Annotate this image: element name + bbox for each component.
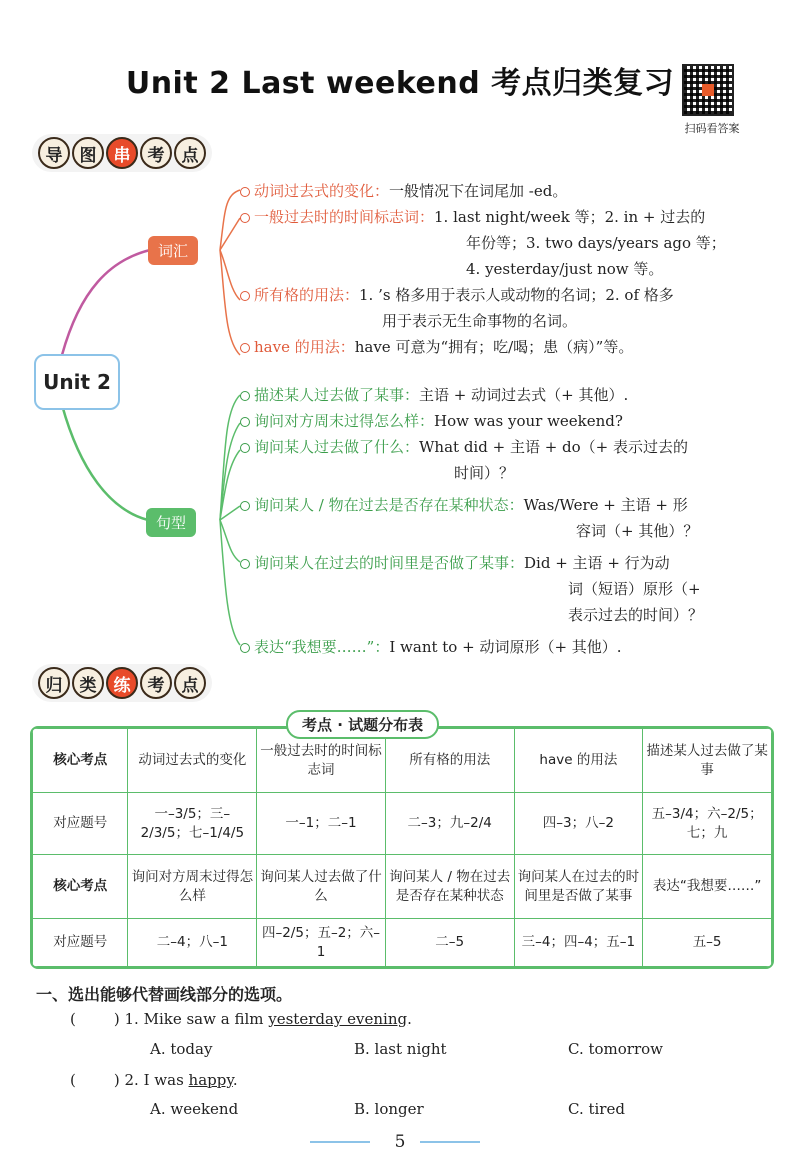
answer-blank-close: )	[113, 1010, 120, 1028]
table-title: 考点 · 试题分布表	[286, 710, 439, 739]
sentence-item: 询问某人过去做了什么：What did + 主语 + do（+ 表示过去的	[240, 434, 703, 460]
option-c[interactable]: C. tired	[568, 1100, 625, 1118]
section-header-mindmap	[32, 134, 212, 172]
sentence-item-cont: 容词（+ 其他）？	[576, 522, 699, 540]
question-number: 1.	[124, 1010, 139, 1028]
option-b[interactable]: B. last night	[354, 1040, 447, 1058]
answer-blank-open[interactable]: (	[70, 1071, 76, 1089]
table-cell: 一–1；二–1	[257, 793, 386, 855]
section1-char: 考	[140, 137, 172, 169]
table-cell: 对应题号	[33, 919, 128, 967]
answer-blank-close: )	[113, 1071, 120, 1089]
table-cell: 三–4；四–4；五–1	[514, 919, 643, 967]
table-cell: 询问某人 / 物在过去是否存在某种状态	[385, 855, 514, 919]
option-a[interactable]: A. today	[150, 1040, 213, 1058]
question-2	[70, 1071, 238, 1089]
section1-char: 图	[72, 137, 104, 169]
question-1	[70, 1010, 412, 1028]
table-cell: 描述某人过去做了某事	[643, 729, 772, 793]
table-cell: 核心考点	[33, 729, 128, 793]
question-number: 2.	[124, 1071, 139, 1089]
sentence-item: 询问某人 / 物在过去是否存在某种状态：Was/Were + 主语 + 形	[240, 492, 703, 518]
sentence-item-cont: 表示过去的时间）？	[568, 606, 704, 624]
qr-caption: 扫码看答案	[684, 122, 740, 135]
table-cell: 询问某人在过去的时间里是否做了某事	[514, 855, 643, 919]
table-cell: 动词过去式的变化	[128, 729, 257, 793]
table-cell: 核心考点	[33, 855, 128, 919]
table-cell: 二–5	[385, 919, 514, 967]
answer-blank-open[interactable]: (	[70, 1010, 76, 1028]
table-cell: 表达“我想要……”	[643, 855, 772, 919]
table-cell: 询问某人过去做了什么	[257, 855, 386, 919]
table-row	[33, 793, 772, 855]
underlined-phrase: yesterday evening	[268, 1010, 408, 1028]
question-punct: .	[232, 1071, 238, 1089]
vocab-item-cont: 用于表示无生命事物的名词。	[382, 312, 578, 330]
vocab-tag: 词汇	[148, 236, 198, 265]
vocab-item-cont: 4. yesterday/just now 等。	[466, 260, 664, 278]
sentence-item-cont: 时间）？	[454, 464, 515, 482]
table-cell: 二–4；八–1	[128, 919, 257, 967]
mindmap-root: Unit 2	[34, 354, 120, 410]
sentence-tag: 句型	[146, 508, 196, 537]
section2-char: 练	[106, 667, 138, 699]
distribution-table	[30, 726, 774, 969]
table-cell: 一般过去时的时间标志词	[257, 729, 386, 793]
question-text: I was	[143, 1071, 189, 1089]
sentence-list	[240, 382, 703, 660]
table-cell: have 的用法	[514, 729, 643, 793]
table-cell: 五–3/4；六–2/5；七；九	[643, 793, 772, 855]
table-cell: 五–5	[643, 919, 772, 967]
table-cell: 四–3；八–2	[514, 793, 643, 855]
page-number: 5	[394, 1132, 406, 1152]
option-b[interactable]: B. longer	[354, 1100, 424, 1118]
question-text: Mike saw a film	[143, 1010, 269, 1028]
sentence-item: 询问对方周末过得怎么样：How was your weekend?	[240, 408, 703, 434]
vocab-item: 所有格的用法：1. ’s 格多用于表示人或动物的名词；2. of 格多	[240, 282, 726, 308]
table-cell: 对应题号	[33, 793, 128, 855]
sentence-item: 表达“我想要……”：I want to + 动词原形（+ 其他）.	[240, 634, 703, 660]
page-title: Unit 2 Last weekend 考点归类复习	[125, 66, 675, 101]
table-cell: 四–2/5；五–2；六–1	[257, 919, 386, 967]
vocab-item: 一般过去时的时间标志词：1. last night/week 等；2. in + 过去的	[240, 204, 726, 230]
option-a[interactable]: A. weekend	[150, 1100, 239, 1118]
section2-char: 考	[140, 667, 172, 699]
option-c[interactable]: C. tomorrow	[568, 1040, 664, 1058]
section2-char: 点	[174, 667, 206, 699]
question-punct: .	[407, 1010, 412, 1028]
table-cell: 所有格的用法	[385, 729, 514, 793]
exercise-heading: 一、选出能够代替画线部分的选项。	[36, 985, 293, 1004]
mindmap-connectors	[0, 170, 260, 660]
vocab-item: 动词过去式的变化：一般情况下在词尾加 -ed。	[240, 178, 726, 204]
vocab-item: have 的用法：have 可意为“拥有；吃/喝；患（病）”等。	[240, 334, 726, 360]
section-header-practice	[32, 664, 212, 702]
section1-char: 导	[38, 137, 70, 169]
section2-char: 类	[72, 667, 104, 699]
underlined-phrase: happy	[188, 1071, 233, 1089]
table-cell: 一–3/5；三–2/3/5；七–1/4/5	[128, 793, 257, 855]
section2-char: 归	[38, 667, 70, 699]
sentence-item-cont: 词（短语）原形（+	[568, 580, 701, 598]
table-cell: 二–3；九–2/4	[385, 793, 514, 855]
vocab-item-cont: 年份等；3. two days/years ago 等；	[466, 234, 726, 252]
qr-code-icon[interactable]	[682, 64, 734, 116]
section1-char: 串	[106, 137, 138, 169]
table-row	[33, 855, 772, 919]
section1-char: 点	[174, 137, 206, 169]
table-row	[33, 919, 772, 967]
sentence-item: 询问某人在过去的时间里是否做了某事：Did + 主语 + 行为动	[240, 550, 703, 576]
vocab-list	[240, 178, 726, 360]
sentence-item: 描述某人过去做了某事：主语 + 动词过去式（+ 其他）.	[240, 382, 703, 408]
table-cell: 询问对方周末过得怎么样	[128, 855, 257, 919]
